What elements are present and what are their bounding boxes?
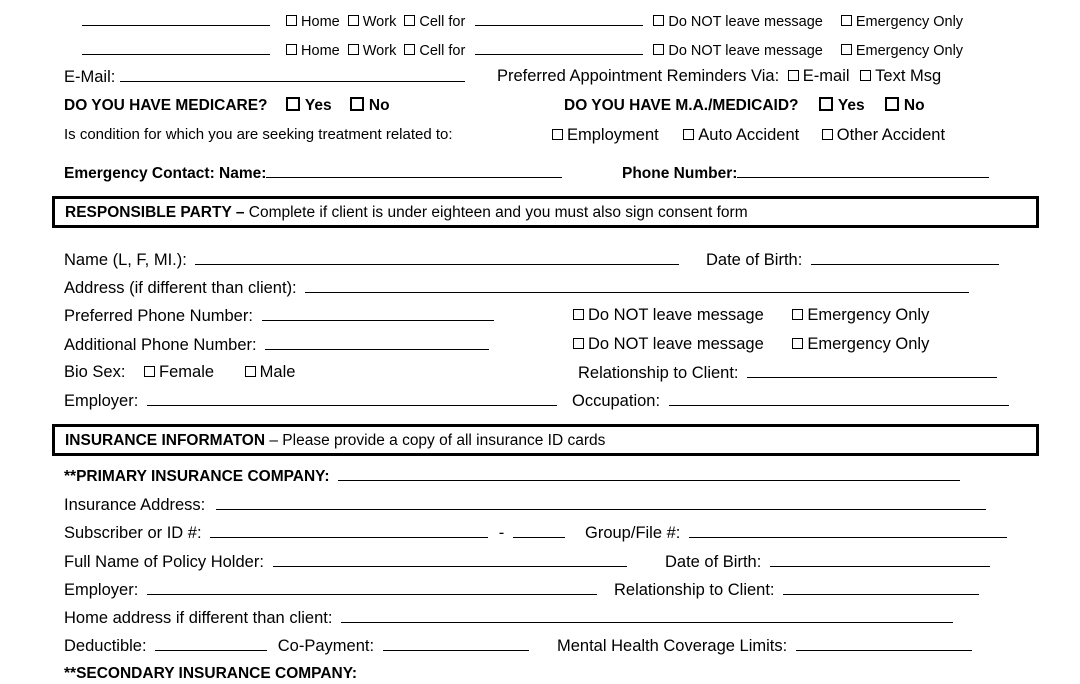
- copay-field[interactable]: [383, 635, 529, 651]
- medicaid-yes-checkbox[interactable]: [819, 97, 833, 111]
- cell-for-label: Cell for: [419, 43, 466, 59]
- phone-row-1: [82, 10, 963, 32]
- holder-dob-field[interactable]: [770, 551, 990, 567]
- copay-label: Co-Payment:: [277, 637, 375, 655]
- insurance-address-row: [64, 494, 986, 515]
- mh-limits-label: Mental Health Coverage Limits:: [557, 637, 788, 655]
- group-row: [585, 522, 1007, 543]
- rp-employer-label: Employer:: [64, 392, 139, 410]
- female-checkbox[interactable]: [144, 366, 155, 377]
- insurance-title: INSURANCE INFORMATON: [65, 432, 266, 449]
- insurance-subtitle: – Please provide a copy of all insurance ID cards: [265, 432, 606, 449]
- email-label: E-Mail:: [64, 68, 116, 86]
- yes-label: Yes: [304, 97, 332, 114]
- emergency-only-label: Emergency Only: [807, 335, 930, 353]
- ins-relationship-row: [614, 579, 979, 600]
- emergency-phone-label: Phone Number:: [622, 165, 738, 182]
- ins-employer-field[interactable]: [147, 579, 597, 595]
- auto-accident-label: Auto Accident: [698, 126, 800, 144]
- rp-address-field[interactable]: [305, 277, 969, 293]
- cell-checkbox-1[interactable]: [404, 15, 415, 26]
- rp-add-emergency-checkbox[interactable]: [792, 338, 803, 349]
- male-label: Male: [259, 363, 296, 381]
- subscriber-dash: -: [498, 524, 505, 542]
- medicare-no-checkbox[interactable]: [350, 97, 364, 111]
- rp-occupation-row: [572, 390, 1009, 411]
- reminder-text-label: Text Msg: [875, 67, 942, 85]
- do-not-leave-label: Do NOT leave message: [668, 43, 823, 59]
- phone-field-1[interactable]: [82, 10, 270, 26]
- subscriber-field[interactable]: [210, 522, 488, 538]
- primary-insurance-label: **PRIMARY INSURANCE COMPANY:: [64, 468, 330, 485]
- emergency-name-label: Emergency Contact: Name:: [64, 165, 267, 182]
- bio-sex-label: Bio Sex:: [64, 363, 126, 381]
- home-checkbox-2[interactable]: [286, 44, 297, 55]
- phone-row-2: [82, 39, 963, 61]
- rp-add-phone-options: [573, 334, 929, 354]
- home-address-row: [64, 607, 953, 628]
- responsible-subtitle: Complete if client is under eighteen and you must also sign consent form: [244, 204, 748, 221]
- responsible-title: RESPONSIBLE PARTY –: [65, 204, 245, 221]
- auto-accident-checkbox[interactable]: [683, 129, 694, 140]
- rp-dob-row: [706, 249, 999, 270]
- rp-pref-phone-field[interactable]: [262, 305, 494, 321]
- policy-holder-row: [64, 551, 627, 572]
- work-checkbox-2[interactable]: [348, 44, 359, 55]
- holder-dob-row: [665, 551, 990, 572]
- employment-label: Employment: [567, 126, 659, 144]
- rp-bio-sex-row: [64, 362, 295, 382]
- mh-limits-row: [557, 635, 972, 656]
- home-address-label: Home address if different than client:: [64, 609, 333, 627]
- rp-address-label: Address (if different than client):: [64, 279, 297, 297]
- other-accident-checkbox[interactable]: [822, 129, 833, 140]
- reminder-email-checkbox[interactable]: [788, 70, 799, 81]
- rp-occupation-label: Occupation:: [572, 392, 661, 410]
- medicare-row: [64, 96, 390, 116]
- subscriber-row: [64, 522, 565, 543]
- rp-name-field[interactable]: [195, 249, 679, 265]
- emergency-name-field[interactable]: [266, 162, 562, 178]
- email-field[interactable]: [120, 66, 465, 82]
- policy-holder-field[interactable]: [273, 551, 627, 567]
- home-checkbox-1[interactable]: [286, 15, 297, 26]
- mh-limits-field[interactable]: [796, 635, 972, 651]
- phone-field-2[interactable]: [82, 39, 270, 55]
- ins-relationship-label: Relationship to Client:: [614, 581, 775, 599]
- insurance-header: [52, 424, 1039, 456]
- rp-pref-phone-row: [64, 305, 494, 326]
- reminders-label: Preferred Appointment Reminders Via:: [497, 67, 780, 85]
- home-address-field[interactable]: [341, 607, 953, 623]
- reminder-text-checkbox[interactable]: [860, 70, 871, 81]
- subscriber-label: Subscriber or ID #:: [64, 524, 202, 542]
- primary-insurance-row: [64, 465, 960, 487]
- rp-dob-label: Date of Birth:: [706, 251, 803, 269]
- do-not-leave-checkbox-2[interactable]: [653, 44, 664, 55]
- do-not-leave-label: Do NOT leave message: [588, 306, 764, 324]
- work-checkbox-1[interactable]: [348, 15, 359, 26]
- rp-employer-row: [64, 390, 557, 411]
- other-accident-label: Other Accident: [836, 126, 946, 144]
- insurance-address-field[interactable]: [216, 494, 986, 510]
- cell-for-label: Cell for: [419, 14, 466, 30]
- home-label: Home: [301, 14, 340, 30]
- male-checkbox[interactable]: [245, 366, 256, 377]
- email-row: [64, 66, 465, 87]
- rp-add-phone-label: Additional Phone Number:: [64, 336, 257, 354]
- employment-checkbox[interactable]: [552, 129, 563, 140]
- ins-relationship-field[interactable]: [783, 579, 979, 595]
- do-not-leave-label: Do NOT leave message: [588, 335, 764, 353]
- rp-pref-emergency-checkbox[interactable]: [792, 309, 803, 320]
- emergency-checkbox-1[interactable]: [841, 15, 852, 26]
- responsible-party-header: [52, 196, 1039, 228]
- rp-add-do-not-leave-checkbox[interactable]: [573, 338, 584, 349]
- deductible-label: Deductible:: [64, 637, 147, 655]
- medicare-yes-checkbox[interactable]: [286, 97, 300, 111]
- rp-pref-do-not-leave-checkbox[interactable]: [573, 309, 584, 320]
- condition-row: [64, 125, 453, 145]
- no-label: No: [368, 97, 390, 114]
- rp-occupation-field[interactable]: [669, 390, 1009, 406]
- deductible-field[interactable]: [155, 635, 267, 651]
- do-not-leave-label: Do NOT leave message: [668, 14, 823, 30]
- medicaid-row: [564, 96, 925, 116]
- work-label: Work: [362, 14, 397, 30]
- medicaid-question: DO YOU HAVE M.A./MEDICAID?: [564, 97, 799, 114]
- rp-address-row: [64, 277, 969, 298]
- group-label: Group/File #:: [585, 524, 681, 542]
- rp-relationship-label: Relationship to Client:: [578, 364, 739, 382]
- medicaid-no-checkbox[interactable]: [885, 97, 899, 111]
- rp-add-phone-field[interactable]: [265, 334, 489, 350]
- medicare-question: DO YOU HAVE MEDICARE?: [64, 97, 268, 114]
- rp-employer-field[interactable]: [147, 390, 557, 406]
- rp-name-row: [64, 249, 679, 270]
- cell-for-field-2[interactable]: [475, 39, 643, 55]
- no-label: No: [903, 97, 925, 114]
- rp-dob-field[interactable]: [811, 249, 999, 265]
- do-not-leave-checkbox-1[interactable]: [653, 15, 664, 26]
- emergency-only-label: Emergency Only: [855, 14, 964, 30]
- reminder-email-label: E-mail: [802, 67, 850, 85]
- home-label: Home: [301, 43, 340, 59]
- cell-checkbox-2[interactable]: [404, 44, 415, 55]
- emergency-contact-row: [64, 162, 562, 184]
- yes-label: Yes: [837, 97, 865, 114]
- condition-question: Is condition for which you are seeking treatment related to:: [64, 126, 453, 143]
- cell-for-field-1[interactable]: [475, 10, 643, 26]
- emergency-checkbox-2[interactable]: [841, 44, 852, 55]
- emergency-phone-field[interactable]: [737, 162, 989, 178]
- rp-relationship-field[interactable]: [747, 362, 997, 378]
- emergency-phone-row: [622, 162, 989, 184]
- rp-pref-phone-options: [573, 305, 929, 325]
- female-label: Female: [159, 363, 215, 381]
- rp-name-label: Name (L, F, MI.):: [64, 251, 187, 269]
- insurance-address-label: Insurance Address:: [64, 496, 206, 514]
- deductible-row: [64, 635, 529, 656]
- rp-add-phone-row: [64, 334, 489, 355]
- reminders-row: [497, 66, 941, 86]
- work-label: Work: [362, 43, 397, 59]
- emergency-only-label: Emergency Only: [807, 306, 930, 324]
- subscriber-suffix-field[interactable]: [513, 522, 565, 538]
- ins-employer-row: [64, 579, 597, 600]
- emergency-only-label: Emergency Only: [855, 43, 964, 59]
- group-field[interactable]: [689, 522, 1007, 538]
- secondary-insurance-label: **SECONDARY INSURANCE COMPANY:: [64, 665, 358, 682]
- secondary-insurance-row: [64, 664, 357, 684]
- primary-insurance-field[interactable]: [338, 465, 960, 481]
- rp-pref-phone-label: Preferred Phone Number:: [64, 307, 253, 325]
- policy-holder-label: Full Name of Policy Holder:: [64, 553, 264, 571]
- condition-options: [552, 125, 945, 145]
- ins-employer-label: Employer:: [64, 581, 139, 599]
- holder-dob-label: Date of Birth:: [665, 553, 762, 571]
- rp-relationship-row: [578, 362, 997, 383]
